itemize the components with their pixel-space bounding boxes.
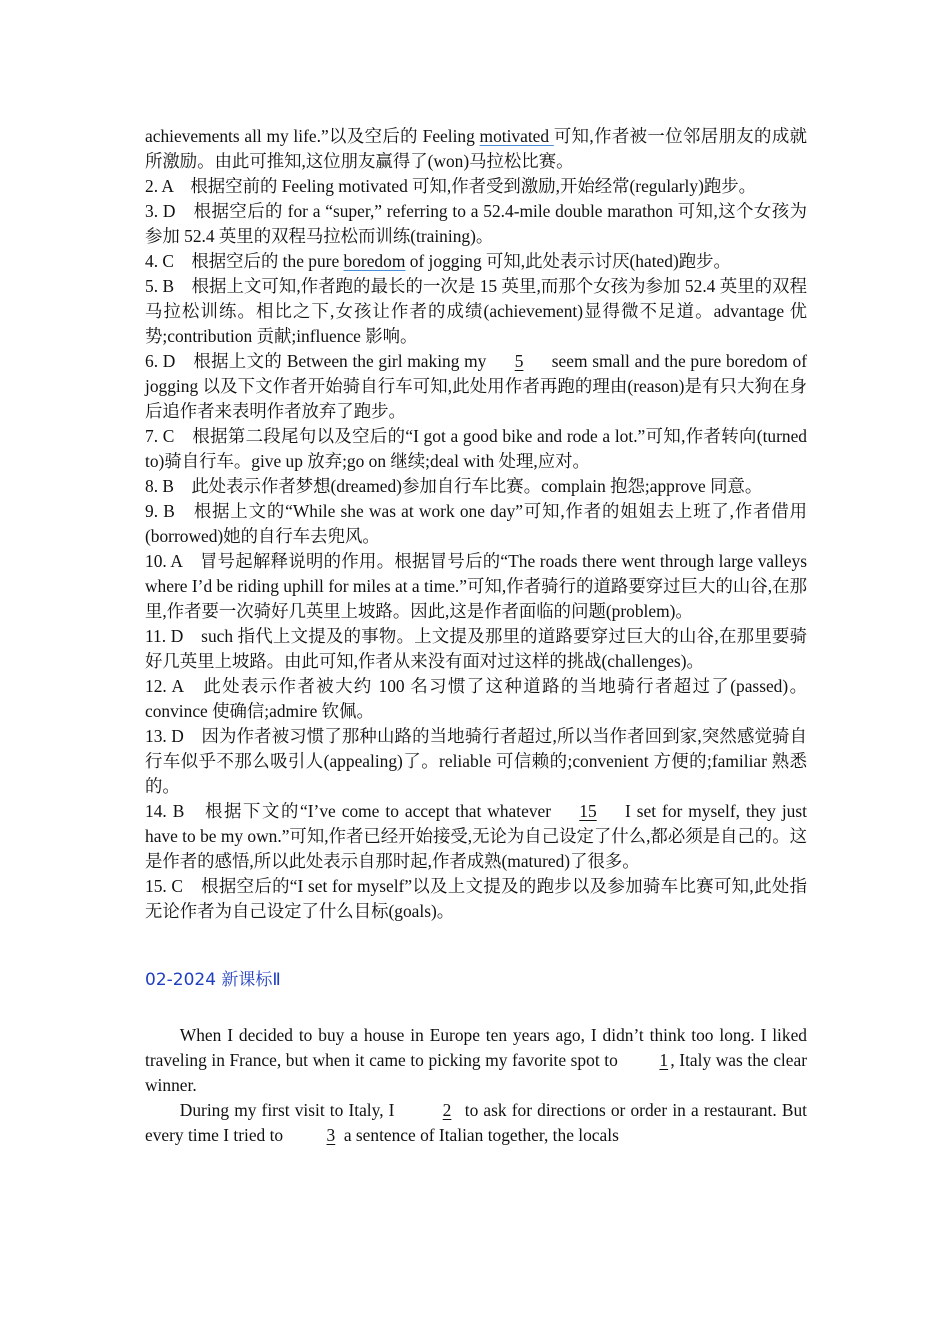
text-run: 2. A 根据空前的 Feeling motivated 可知,作者受到激励,开始经常(regularly)跑步。 [145, 176, 757, 196]
text-run: When I decided to buy a house in Europe ten years ago, I didn’t think too long. I liked traveling in France, but when it came to picking my favorite spot to [145, 1025, 807, 1070]
answer-explanations [145, 124, 807, 924]
blank-number: 2 [442, 1100, 452, 1120]
text-run: 10. A 冒号起解释说明的作用。根据冒号后的“The roads there went through large valleys where I’d be riding uphill for miles at a time.”可知,作者骑行的道路要穿过巨大的山谷,在那里,作者要一次骑好几英里上坡路。因此,这是作者面临的问题(problem)。 [145, 551, 807, 621]
answer-item [145, 249, 807, 274]
text-run: 13. D 因为作者被习惯了那种山路的当地骑行者超过,所以当作者回到家,突然感觉骑自行车似乎不那么吸引人(appealing)了。reliable 可信赖的;convenient 方便的;familiar 熟悉的。 [145, 726, 807, 796]
text-run: of jogging 可知,此处表示讨厌(hated)跑步。 [405, 251, 731, 271]
text-run: a sentence of Italian together, the locals [339, 1125, 619, 1145]
text-run: 5. B 根据上文可知,作者跑的最长的一次是 15 英里,而那个女孩为参加 52.4 英里的双程马拉松训练。相比之下,女孩让作者的成绩(achievement)显得微不足道。advantage 优势;contribution 贡献;influence 影响。 [145, 276, 807, 346]
section-heading: 02-2024 新课标Ⅱ [145, 970, 281, 990]
text-run: I set for myself, they just have to be my own.”可知,作者已经开始接受,无论为自己设定了什么,都必须是自己的。这是作者的感悟,所以此处表示自那时起,作者成熟(matured)了很多。 [145, 801, 807, 871]
answer-item [145, 174, 807, 199]
underlined-word: boredom [343, 251, 406, 271]
passage-paragraph [145, 1023, 807, 1098]
text-run: 14. B 根据下文的“I’ve come to accept that whatever [145, 801, 557, 821]
reading-passage [145, 1023, 807, 1148]
text-run: to ask for directions or order in a restaurant. But every time I tried to [145, 1100, 808, 1145]
document-page [145, 124, 807, 1148]
answer-item [145, 124, 807, 174]
answer-item [145, 549, 807, 624]
passage-paragraph [145, 1098, 807, 1148]
text-run: 9. B 根据上文的“While she was at work one day”可知,作者的姐姐去上班了,作者借用(borrowed)她的自行车去兜风。 [145, 501, 807, 546]
text-run: 3. D 根据空后的 for a “super,” referring to a 52.4-mile double marathon 可知,这个女孩为参加 52.4 英里的双程马拉松而训练(training)。 [145, 201, 807, 246]
text-run: 6. D 根据上文的 Between the girl making my [145, 351, 492, 371]
blank-number: 3 [326, 1125, 336, 1145]
text-run: achievements all my life.”以及空后的 Feeling [145, 126, 480, 146]
text-run: , Italy was the clear winner. [145, 1050, 807, 1095]
answer-item [145, 424, 807, 474]
answer-item [145, 799, 807, 874]
answer-item [145, 874, 807, 924]
text-run: 12. A 此处表示作者被大约 100 名习惯了这种道路的当地骑行者超过了(passed)。convince 使确信;admire 钦佩。 [145, 676, 807, 721]
answer-item [145, 724, 807, 799]
text-run: 4. C 根据空后的 the pure [145, 251, 344, 271]
text-run: 可知,作者被一位邻居朋友的成就所激励。由此可推知,这位朋友赢得了(won)马拉松比赛。 [145, 126, 807, 171]
blank-number: 5 [514, 351, 524, 371]
text-run: seem small and the pure boredom of jogging 以及下文作者开始骑自行车可知,此处用作者再跑的理由(reason)是有只大狗在身后追作者来表明作者放弃了跑步。 [145, 351, 807, 421]
answer-item [145, 199, 807, 249]
answer-item [145, 624, 807, 674]
text-run: 8. B 此处表示作者梦想(dreamed)参加自行车比赛。complain 抱怨;approve 同意。 [145, 476, 763, 496]
blank-number: 15 [579, 801, 597, 821]
underlined-word: motivated [479, 126, 554, 146]
answer-item [145, 274, 807, 349]
blank-number: 1 [659, 1050, 669, 1070]
text-run: 7. C 根据第二段尾句以及空后的“I got a good bike and rode a lot.”可知,作者转向(turned to)骑自行车。give up 放弃;go on 继续;deal with 处理,应对。 [145, 426, 807, 471]
answer-item [145, 474, 807, 499]
text-run: During my first visit to Italy, I [179, 1100, 400, 1120]
answer-item [145, 674, 807, 724]
answer-item [145, 349, 807, 424]
answer-item [145, 499, 807, 549]
text-run: 11. D such 指代上文提及的事物。上文提及那里的道路要穿过巨大的山谷,在那里要骑好几英里上坡路。由此可知,作者从来没有面对过这样的挑战(challenges)。 [145, 626, 807, 671]
text-run: 15. C 根据空后的“I set for myself”以及上文提及的跑步以及参加骑车比赛可知,此处指无论作者为自己设定了什么目标(goals)。 [145, 876, 807, 921]
